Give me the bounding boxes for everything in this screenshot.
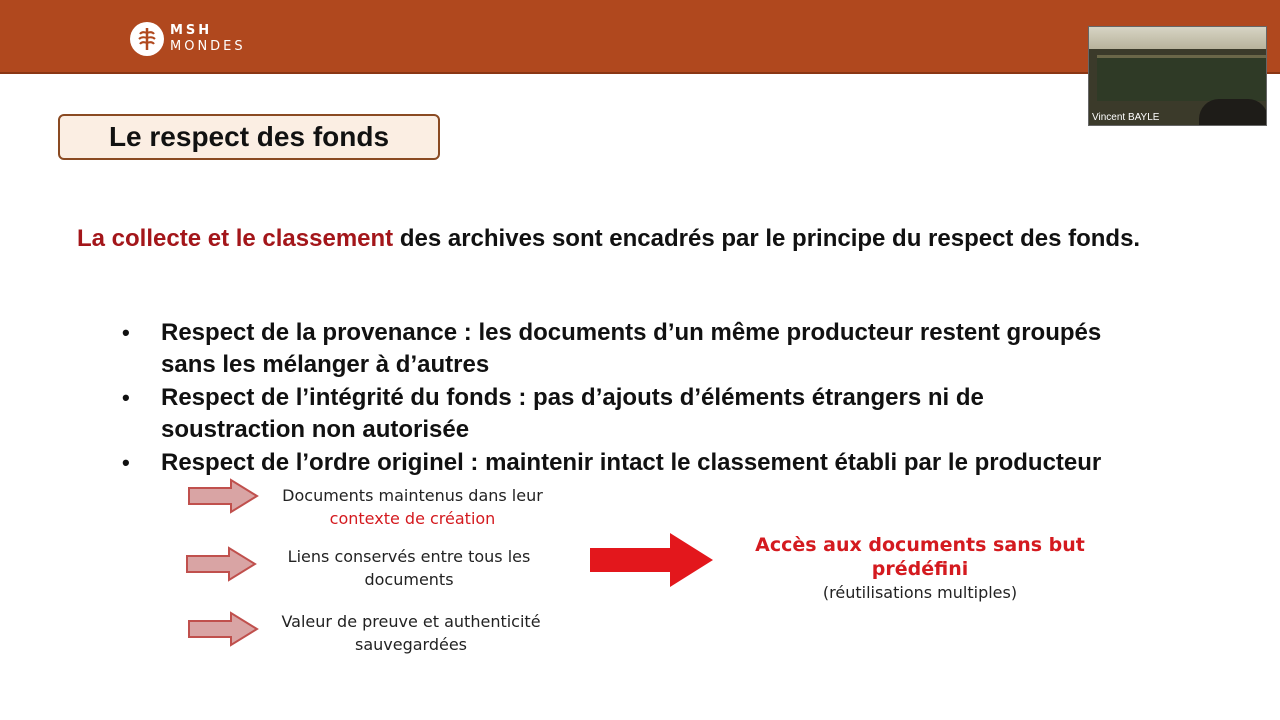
big-arrow-icon (588, 530, 716, 590)
logo-line1: MSH (170, 23, 213, 38)
diagram-result (750, 533, 1090, 604)
item3-line2: sauvegardées (354, 635, 468, 654)
intro-highlight: La collecte et le classement (77, 225, 394, 252)
presenter-name: Vincent BAYLE (1092, 112, 1160, 123)
item3-line1: Valeur de preuve et authenticité (281, 612, 541, 631)
list-item: • Respect de l’ordre originel : maintenir intact le classement établi par le producteur (122, 449, 1102, 476)
bullet-integrite: Respect de l’intégrité du fonds : pas d’ajouts d’éléments étrangers ni de soustraction non autorisée (161, 384, 984, 443)
slide-title-box (58, 114, 440, 160)
presenter-webcam (1088, 26, 1267, 126)
arrow-icon (187, 611, 259, 647)
arrow-icon (185, 546, 257, 582)
result-note: (réutilisations multiples) (822, 583, 1018, 602)
arrow-icon (187, 478, 259, 514)
result-line1: Accès aux documents sans but (755, 534, 1085, 556)
logo-line2: MONDES (170, 39, 246, 54)
item1-line2: contexte de création (329, 509, 496, 528)
principles-list (120, 317, 1120, 480)
item2-line2: documents (364, 570, 454, 589)
diagram-item-proof (265, 610, 557, 656)
msh-mondes-logo (130, 22, 246, 56)
list-item: • Respect de l’intégrité du fonds : pas d’ajouts d’éléments étrangers ni de soustraction non autorisée (122, 384, 984, 443)
list-item: • Respect de la provenance : les documents d’un même producteur restent groupés sans les mélanger à d’autres (122, 319, 1102, 378)
intro-rest: des archives sont encadrés par le principe du respect des fonds. (393, 225, 1141, 252)
diagram-item-links (270, 545, 548, 591)
item1-line1: Documents maintenus dans leur (282, 486, 543, 505)
bullet-provenance: Respect de la provenance : les documents d’un même producteur restent groupés sans les mélanger à d’autres (161, 319, 1102, 378)
bullet-ordre: Respect de l’ordre originel : maintenir intact le classement établi par le producteur (161, 449, 1102, 476)
tree-logo-icon (130, 22, 164, 56)
slide-title: Le respect des fonds (108, 121, 390, 152)
diagram-item-context (270, 484, 555, 530)
result-line2: prédéfini (871, 558, 969, 580)
item2-line1: Liens conservés entre tous les (287, 547, 531, 566)
intro-paragraph (77, 223, 1207, 254)
